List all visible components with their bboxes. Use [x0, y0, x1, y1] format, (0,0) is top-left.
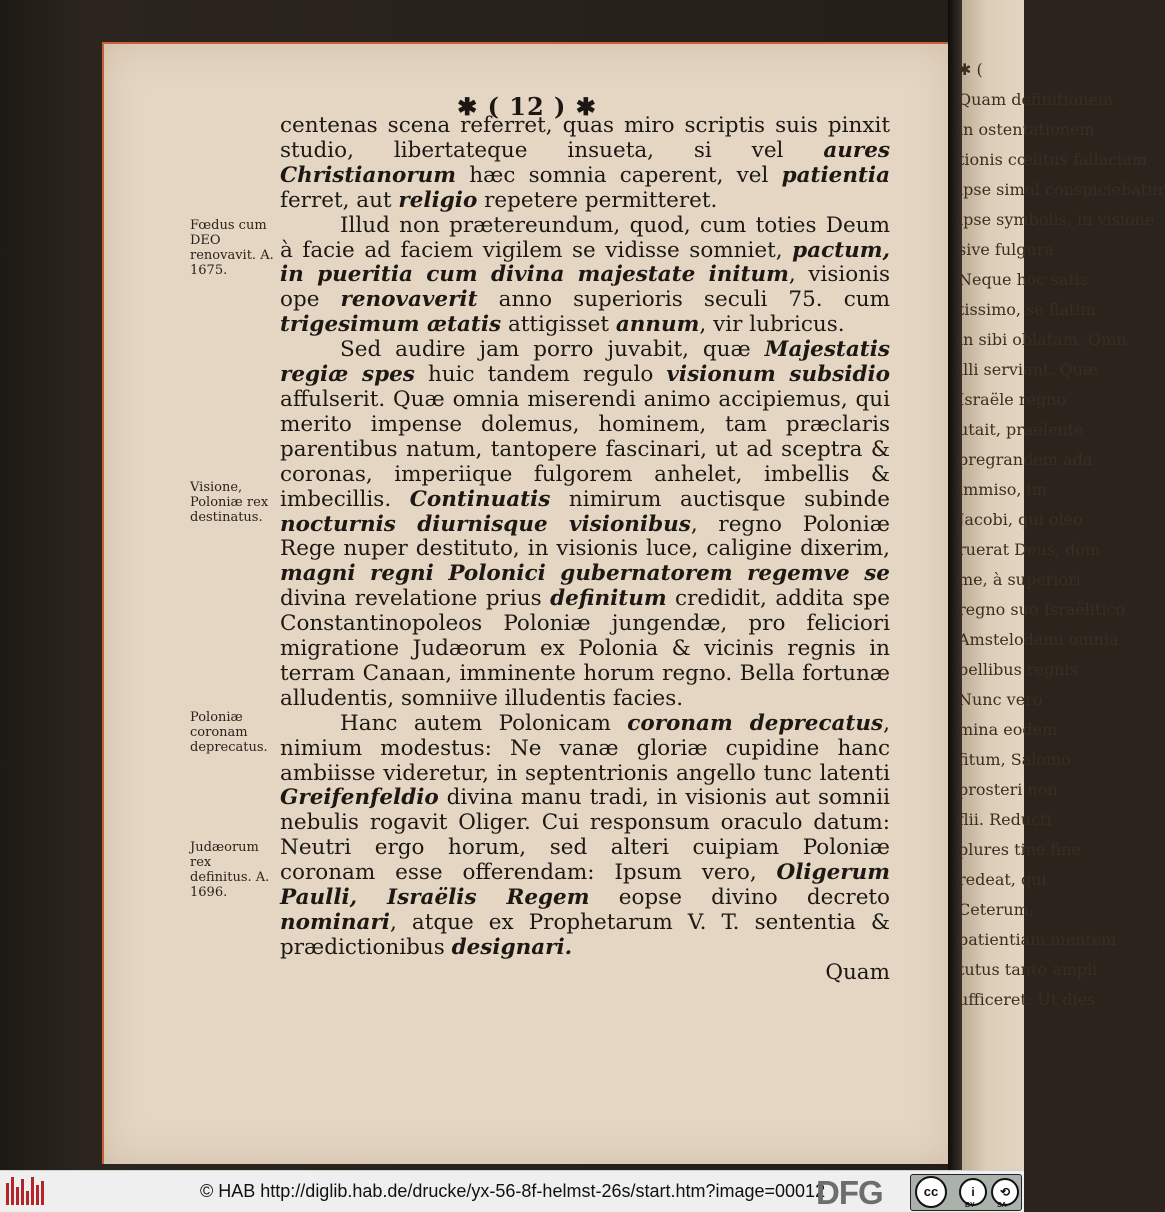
emphasis-text: coronam deprecatus [627, 710, 884, 736]
facing-page-line: ipse simul conspiciebatur [958, 180, 1165, 199]
emphasis-text: patientia [781, 162, 890, 188]
paragraph-2 [280, 214, 890, 339]
text-run: , regno Poloniæ Rege nuper destituto, in visionis luce, caligine dixerim, [280, 511, 890, 562]
facing-page-edge [958, 0, 1165, 1170]
facing-page-line: plures tine fine [958, 840, 1081, 859]
text-run: Illud non prætereundum, quod, cum toties Deum à facie ad faciem vigilem se vidisse somniet, [280, 212, 890, 263]
text-run: hæc somnia caperent, vel [456, 162, 782, 188]
facing-page-line: tionis cœlitus fallaciam [958, 150, 1147, 169]
emphasis-text: magni regni Polonici gubernatorem regemve se [280, 561, 890, 587]
emphasis-text: aures Christianorum [280, 137, 890, 188]
text-run: credidit, addita spe Constantinopoleos Poloniæ jungendæ, pro feliciori migratione Judæorum ex Polonia & vicinis regnis in terram Canaan, imminente horum regno. Bella fortunæ alludentis, somniive illudentis facies. [280, 586, 890, 711]
text-run: divina manu tradi, in visionis aut somnii nebulis rogavit Oliger. Cui responsum oraculo datum: Neutri ergo horum, sed alteri cuipiam Poloniæ coronam esse offerendam: Ipsum vero, [280, 785, 890, 886]
emphasis-text: designari. [451, 934, 573, 960]
main-text [280, 114, 890, 986]
book-page [102, 42, 950, 1164]
citation-link[interactable]: © HAB http://diglib.hab.de/drucke/yx-56-8f-helmst-26s/start.htm?image=00012 [200, 1181, 826, 1201]
emphasis-text: nocturnis diurnisque visionibus [280, 511, 691, 537]
emphasis-text: definitum [550, 586, 667, 612]
emphasis-text: visionum subsidio [666, 362, 890, 388]
facing-page-line: tissimo, se flatim [958, 300, 1096, 319]
cc-icon: cc [915, 1176, 947, 1208]
facing-page-line: ✱ ( [958, 60, 983, 79]
facing-page-line: bellibus regnis [958, 660, 1078, 679]
text-run: , atque ex Prophetarum V. T. sententia & prædictionibus [280, 910, 890, 960]
emphasis-text: trigesimum ætatis [280, 312, 502, 338]
sa-label: SA [997, 1202, 1007, 1209]
facing-page-line: flii. Reducti [958, 810, 1052, 829]
emphasis-text: Greifenfeldio [280, 785, 439, 811]
facing-page-line: ruerat Deus, dom [958, 540, 1101, 559]
paragraph-1 [280, 114, 890, 214]
facing-page-line: me, à superiori [958, 570, 1081, 589]
facing-page-line: Ceterum, [958, 900, 1034, 919]
facing-page-line: Quam definitionem [958, 90, 1114, 109]
facing-page-line: pregrandem ada [958, 450, 1093, 469]
facing-page-line: Amstelodami omnia [958, 630, 1119, 649]
emphasis-text: nominari [280, 910, 390, 935]
facing-page-line: mina eodem [958, 720, 1058, 739]
text-run: Sed audire jam porro juvabit, quæ [340, 337, 765, 363]
facing-page-line: ufficeret: Ut dies [958, 990, 1096, 1009]
text-run: attigisset [501, 312, 616, 338]
dfg-logo: DFG [816, 1174, 883, 1211]
text-run: huic tandem regulo [414, 362, 667, 388]
facing-page-line: Neque hoc satis [958, 270, 1089, 289]
share-alike-icon: ⟲ [991, 1178, 1019, 1206]
text-run: , nimium modestus: Ne vanæ gloriæ cupidine hanc ambiisse videretur, in septentrionis angello tunc latenti [280, 710, 890, 786]
facing-page-line: Israële regno [958, 390, 1067, 409]
facing-page-line: Jacobi, qui oleo [958, 510, 1083, 529]
text-run: anno superioris seculi 75. cum [477, 287, 890, 313]
facing-page-line: in sibi oblatam. Omn [958, 330, 1127, 349]
text-run: , vir lubricus. [699, 312, 845, 338]
emphasis-text: pactum, in pueritia cum divina majestate initum [280, 237, 890, 288]
facing-page-line: utait, praelente [958, 420, 1084, 439]
emphasis-text: religio [398, 187, 478, 213]
facing-page-line: redeat, qui [958, 870, 1047, 889]
text-run: , visionis ope [280, 262, 890, 313]
facing-page-line: Nunc vero [958, 690, 1043, 709]
text-run: affulserit. Quæ omnia miserendi animo accipiemus, qui merito impense dolemus, hominem, tam præclaris parentibus natum, tantopere fascinari, ut ad sceptra & coronas, imperiique fulgorem anhelet, imbellis & imbecillis. [280, 386, 890, 512]
facing-page-line: patientiam mentem [958, 930, 1117, 949]
cc-license-badge[interactable] [910, 1174, 1022, 1211]
emphasis-text: annum [615, 312, 700, 338]
by-label: BY [965, 1202, 975, 1209]
facing-page-line: fitum, Salomo [958, 750, 1071, 769]
marginal-note-4: Judæorum rex definitus. A. 1696. [190, 840, 270, 900]
catchword: Quam [825, 959, 890, 985]
emphasis-text: Continuatis [409, 486, 551, 512]
marginal-note-2: Visione, Poloniæ rex destinatus. [190, 480, 269, 525]
facing-page-line: sive fulgura [958, 240, 1054, 259]
text-run: ferret, aut [280, 187, 399, 213]
facing-page-line: tutus tanto ampli [958, 960, 1098, 979]
facing-page-line: immiso, im [958, 480, 1047, 499]
marginal-note-1: Fœdus cum DEO renovavit. A. 1675. [190, 218, 274, 278]
text-run: repetere permitteret. [477, 187, 718, 213]
paragraph-4 [280, 712, 890, 961]
footer-bar [0, 1170, 1024, 1212]
facing-page-line: ipse symbolis, in visione [958, 210, 1155, 229]
emphasis-text: Majestatis regiæ spes [280, 337, 890, 388]
facing-page-line: illi serviant. Quæ [958, 360, 1098, 379]
paragraph-3 [280, 338, 890, 712]
running-head: ✱ ( 12 ) ✱ [457, 92, 597, 121]
text-run: divina revelatione prius [280, 586, 551, 612]
library-logo-icon [6, 1177, 46, 1205]
facing-page-line: in ostentationem [958, 120, 1095, 139]
text-run: centenas scena referret, quas miro scriptis suis pinxit studio, libertateque insueta, si vel [280, 113, 890, 163]
emphasis-text: renovaverit [340, 287, 478, 313]
facing-page-line: regno suo Israëlitico [958, 600, 1126, 619]
emphasis-text: Oligerum Paulli, Israëlis Regem [280, 860, 890, 911]
text-run: nimirum auctisque subinde [550, 486, 891, 512]
marginal-note-3: Poloniæ coronam deprecatus. [190, 710, 268, 755]
attribution-icon: i [959, 1178, 987, 1206]
text-run: eopse divino decreto [589, 885, 891, 911]
facing-page-line: prosteri non [958, 780, 1058, 799]
text-run: Hanc autem Polonicam [340, 710, 628, 736]
